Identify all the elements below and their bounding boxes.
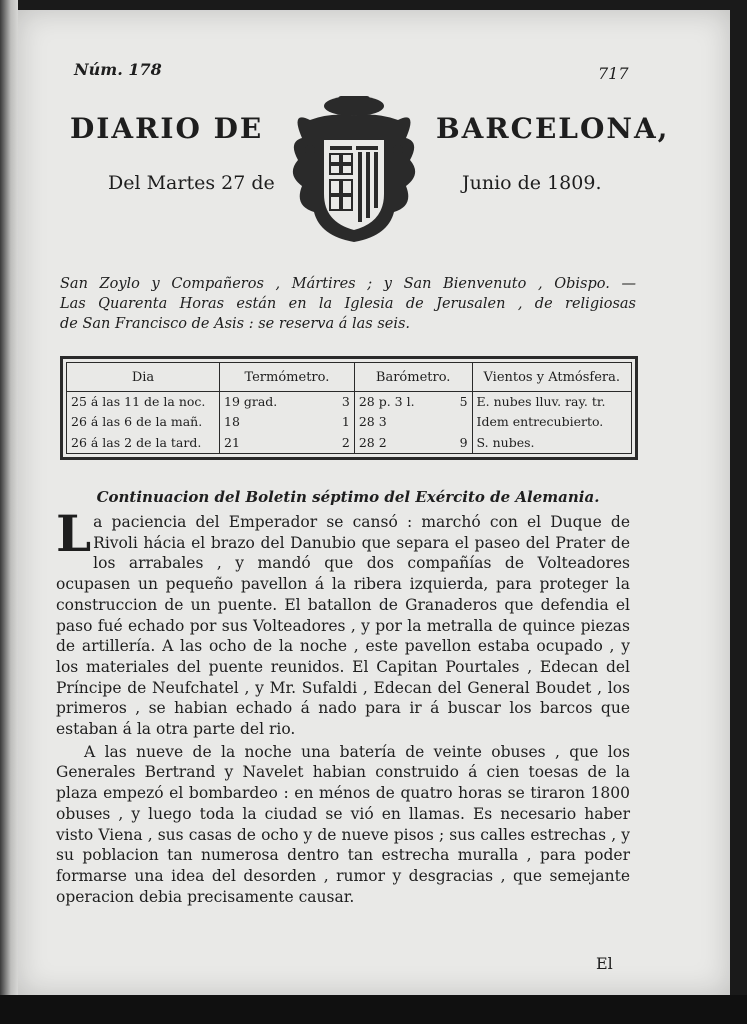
table-row (67, 412, 632, 432)
table-row (67, 392, 632, 413)
book-gutter (0, 0, 18, 1024)
cell-dia: 25 á las 11 de la noc. (67, 392, 220, 413)
column-header-barometer: Barómetro. (354, 363, 472, 392)
cell-temp: 19 grad. (220, 392, 326, 413)
saints-line: de San Francisco de Asis : se reserva á las seis. (60, 316, 411, 332)
article-paragraph (56, 504, 630, 740)
catchword: El (596, 954, 613, 973)
cell-temp: 18 (220, 412, 326, 432)
cell-temp-frac: 1 (326, 412, 354, 432)
cell-baro-frac: 9 (448, 433, 472, 454)
table-row (67, 433, 632, 454)
paragraph-text: a paciencia del Emperador se cansó : marchó con el Duque de Rivoli hácia el brazo del Danubio que separa el paseo del Prater de los arrabales , y mandó que dos compañías de Volteadores ocupasen un pequeño pavellon á la ribera izquierda, para proteger la construccion de un puente. El batallon de Granaderos que defendia el paso fué echado por sus Volteadores , y por la metralla de quince piezas de artillería. A las ocho de la noche , este pavellon estaba ocupado , y los materiales del puente reunidos. El Capitan Pourtales , Edecan del Príncipe de Neufchatel , y Mr. Sufaldi , Edecan del General Boudet , los primeros , se habian echado á nado para ir á buscar los barcos que estaban á la otra parte del rio. (56, 513, 630, 739)
saints-of-the-day (60, 274, 636, 334)
column-header-winds: Vientos y Atmósfera. (472, 363, 631, 392)
weather-table (60, 356, 638, 460)
column-header-dia: Dia (67, 363, 220, 392)
cell-baro: 28 3 (354, 412, 448, 432)
cell-temp: 21 (220, 433, 326, 454)
date-line-right: Junio de 1809. (462, 172, 602, 194)
cell-dia: 26 á las 6 de la mañ. (67, 412, 220, 432)
article-subheading: Continuacion del Boletin séptimo del Exército de Alemania. (96, 488, 600, 506)
masthead-title-right: BARCELONA, (436, 112, 670, 145)
cell-baro: 28 2 (354, 433, 448, 454)
cell-baro-frac: 5 (448, 392, 472, 413)
date-line-left: Del Martes 27 de (108, 172, 275, 194)
drop-cap: L (56, 504, 92, 563)
cell-temp-frac: 3 (326, 392, 354, 413)
cell-temp-frac: 2 (326, 433, 354, 454)
barcelona-coat-of-arms-icon (280, 90, 428, 250)
cell-baro: 28 p. 3 l. (354, 392, 448, 413)
scan-border (0, 995, 747, 1024)
cell-viento: E. nubes lluv. ray. tr. (472, 392, 631, 413)
masthead-title-left: DIARIO DE (70, 112, 264, 145)
saints-line: Las Quarenta Horas están en la Iglesia de Jerusalen , de religiosas (60, 296, 636, 312)
column-header-thermometer: Termómetro. (220, 363, 355, 392)
page-number: 717 (598, 64, 629, 83)
article-paragraph: A las nueve de la noche una batería de veinte obuses , que los Generales Bertrand y Navelet habian construido á cien toesas de la plaza empezó el bombardeo : en ménos de quatro horas se tiraron 1800 obuses , y luego toda la ciudad se vió en llamas. Es necesario haber visto Viena , sus casas de ocho y de nueve pisos ; sus calles estrechas , y su poblacion tan numerosa dentro tan estrecha muralla , para poder formarse una idea del desorden , rumor y desgracias , que semejante operacion debia precisamente causar. (56, 742, 630, 906)
article-body (56, 504, 630, 907)
cell-dia: 26 á las 2 de la tard. (67, 433, 220, 454)
cell-baro-frac (448, 412, 472, 432)
cell-viento: Idem entrecubierto. (472, 412, 631, 432)
saints-line: San Zoylo y Compañeros , Mártires ; y San Bienvenuto , Obispo. — (60, 276, 636, 292)
cell-viento: S. nubes. (472, 433, 631, 454)
issue-number: Núm. 178 (74, 60, 162, 79)
